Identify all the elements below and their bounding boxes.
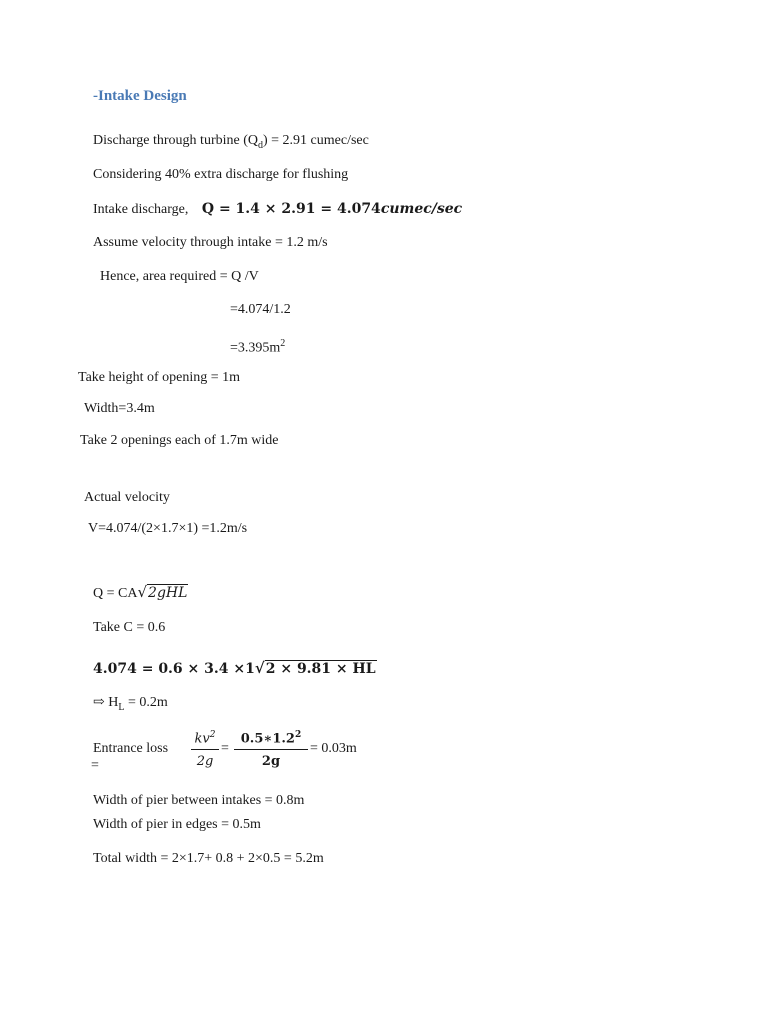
- entrance-numerator-2-text: 0.5∗1.2: [240, 731, 295, 747]
- total-width-line: Total width = 2×1.7+ 0.8 + 2×0.5 = 5.2m: [93, 851, 324, 866]
- intake-discharge-line: [93, 200, 462, 219]
- eq-4074-line: [93, 659, 377, 678]
- entrance-numerator-1-text: kv: [194, 731, 210, 747]
- hl-result-arrow: ⇨ H: [93, 695, 119, 710]
- area-calc-step-2: [230, 335, 285, 358]
- q-formula-sqrt: [137, 583, 188, 602]
- entrance-result: = 0.03m: [310, 741, 357, 756]
- section-heading: -Intake Design: [93, 88, 187, 104]
- entrance-denominator-2: 2g: [261, 754, 281, 770]
- eq-4074-left: 4.074 = 0.6 × 3.4 ×1: [93, 661, 255, 677]
- entrance-fraction-1: [191, 727, 219, 770]
- pier-between-line: Width of pier between intakes = 0.8m: [93, 793, 305, 808]
- pier-edges-line: Width of pier in edges = 0.5m: [93, 817, 261, 832]
- fraction-bar: [191, 749, 219, 750]
- entrance-numerator-1: [191, 727, 219, 747]
- sqrt-icon: √: [137, 583, 148, 601]
- actual-velocity-heading: Actual velocity: [84, 490, 170, 505]
- velocity-calc-line: V=4.074/(2×1.7×1) =1.2m/s: [88, 521, 248, 536]
- entrance-numerator-1-sup: 2: [209, 730, 216, 740]
- discharge-turbine-subscript: d: [257, 139, 263, 151]
- entrance-numerator-2: [234, 727, 308, 747]
- discharge-turbine-value: ) = 2.91 cumec/sec: [262, 133, 369, 148]
- eq-4074-sqrt: [255, 659, 377, 678]
- width-line: Width=3.4m: [84, 401, 155, 416]
- area-calc-superscript: 2: [280, 338, 286, 349]
- discharge-turbine-line: [93, 132, 369, 155]
- hence-area-line: Hence, area required = Q /V: [100, 269, 259, 284]
- entrance-denominator-1: 2g: [196, 754, 214, 770]
- q-formula-radicand: 2gHL: [148, 585, 188, 601]
- hl-result-subscript: L: [118, 701, 125, 713]
- hl-result-value: = 0.2m: [124, 695, 168, 710]
- hl-result-line: [93, 694, 168, 717]
- area-calc-step-1: =4.074/1.2: [230, 302, 291, 317]
- eq-4074-radicand: 2 × 9.81 × HL: [265, 661, 376, 677]
- q-formula-line: [93, 583, 188, 603]
- sqrt-icon: √: [254, 659, 265, 677]
- two-openings-line: Take 2 openings each of 1.7m wide: [80, 433, 279, 448]
- height-opening-line: Take height of opening = 1m: [78, 370, 241, 385]
- intake-discharge-label: Intake discharge,: [93, 202, 189, 217]
- entrance-equals-mid: =: [221, 741, 229, 756]
- intake-discharge-unit: cumec/sec: [380, 201, 463, 217]
- q-formula-left: Q = CA: [93, 586, 138, 601]
- discharge-turbine-text: Discharge through turbine (Q: [93, 133, 258, 148]
- entrance-fraction-2: [234, 727, 308, 770]
- fraction-bar: [234, 749, 308, 750]
- entrance-loss-equals: =: [91, 758, 99, 773]
- area-calc-result: =3.395m: [230, 340, 281, 356]
- extra-discharge-line: Considering 40% extra discharge for flushing: [93, 167, 349, 182]
- entrance-numerator-2-sup: 2: [294, 730, 302, 740]
- assume-velocity-line: Assume velocity through intake = 1.2 m/s: [93, 235, 328, 250]
- intake-discharge-equation: Q = 1.4 × 2.91 = 4.074: [201, 201, 381, 217]
- take-c-line: Take C = 0.6: [93, 620, 166, 635]
- entrance-loss-label: Entrance loss: [93, 741, 169, 756]
